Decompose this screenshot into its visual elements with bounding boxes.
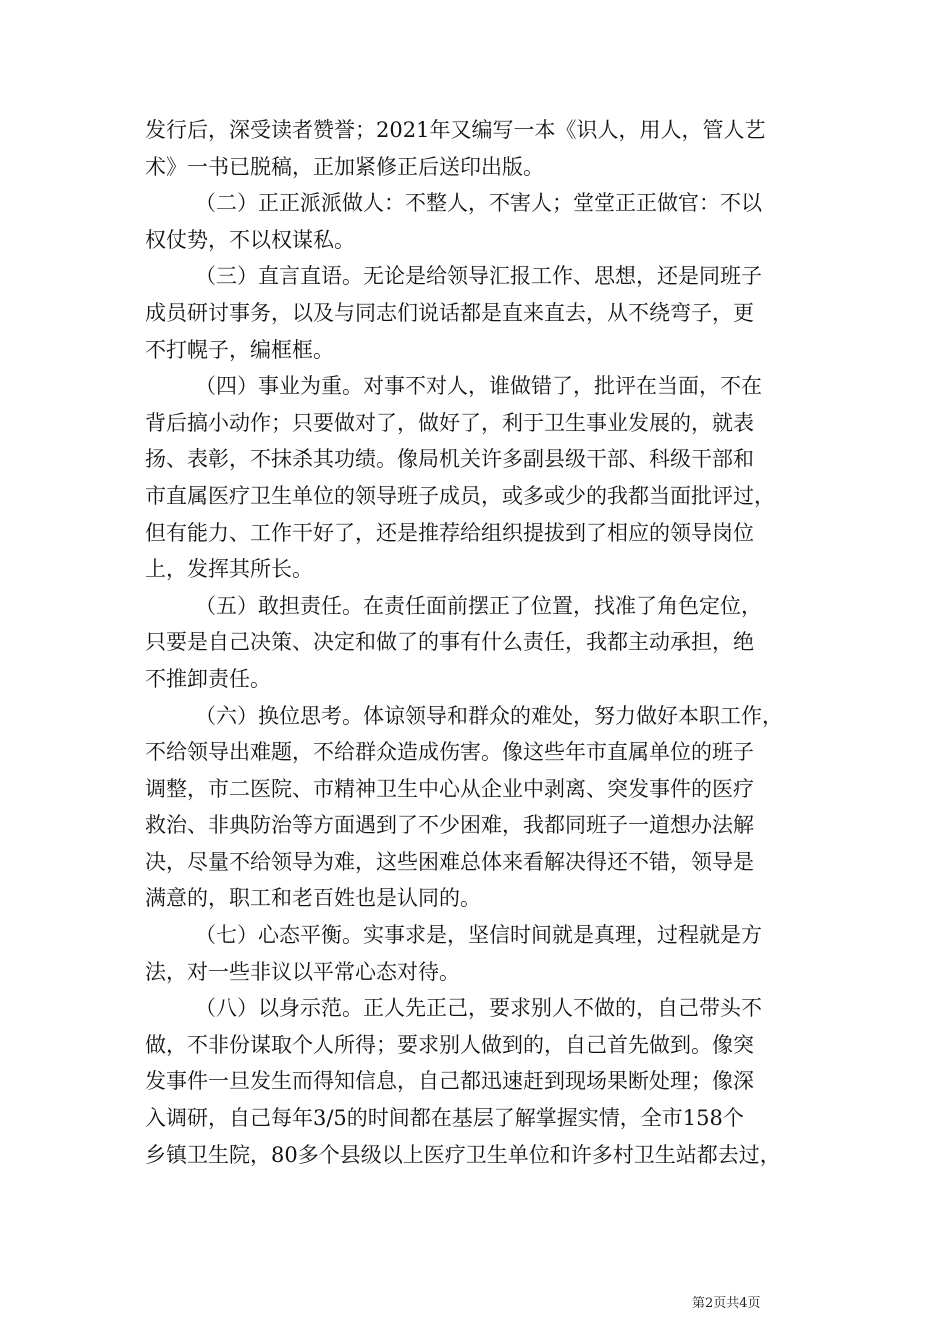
paragraph-lines <box>145 112 825 1173</box>
text-line: 做，不非份谋取个人所得；要求别人做到的，自己首先做到。像突 <box>145 1032 754 1057</box>
text-line: （七）心态平衡。实事求是，坚信时间就是真理，过程就是方 <box>195 923 762 948</box>
document-body <box>145 112 825 1173</box>
text-line: 法，对一些非议以平常心态对待。 <box>145 959 460 984</box>
text-line: 调整，市二医院、市精神卫生中心从企业中剥离、突发事件的医疗 <box>145 776 754 801</box>
text-line: 乡镇卫生院，80多个县级以上医疗卫生单位和许多村卫生站都去过， <box>145 1142 781 1167</box>
text-line: 但有能力、工作干好了，还是推荐给组织提拔到了相应的领导岗位 <box>145 520 754 545</box>
text-line: 成员研讨事务，以及与同志们说话都是直来直去，从不绕弯子，更 <box>145 300 754 325</box>
text-line: 上，发挥其所长。 <box>145 557 313 582</box>
text-line: （八）以身示范。正人先正己，要求别人不做的，自己带头不 <box>195 996 762 1021</box>
text-line: 背后搞小动作；只要做对了，做好了，利于卫生事业发展的，就表 <box>145 410 754 435</box>
page-footer: 第2页共4页 <box>692 1296 761 1311</box>
text-line: 救治、非典防治等方面遇到了不少困难，我都同班子一道想办法解 <box>145 813 754 838</box>
text-line: 不推卸责任。 <box>145 666 271 691</box>
text-line: 入调研，自己每年3/5的时间都在基层了解掌握实情，全市158个 <box>145 1106 744 1131</box>
text-line: （六）换位思考。体谅领导和群众的难处，努力做好本职工作， <box>195 703 783 728</box>
text-line: 满意的，职工和老百姓也是认同的。 <box>145 886 481 911</box>
text-line: （四）事业为重。对事不对人，谁做错了，批评在当面，不在 <box>195 374 762 399</box>
text-line: （二）正正派派做人：不整人，不害人；堂堂正正做官：不以 <box>195 191 762 216</box>
text-line: （三）直言直语。无论是给领导汇报工作、思想，还是同班子 <box>195 264 762 289</box>
text-line: 发行后，深受读者赞誉；2021年又编写一本《识人，用人，管人艺 <box>145 118 766 142</box>
text-line: 发事件一旦发生而得知信息，自己都迅速赶到现场果断处理；像深 <box>145 1069 754 1094</box>
text-line: 不打幌子，编框框。 <box>145 337 334 362</box>
text-line: 只要是自己决策、决定和做了的事有什么责任，我都主动承担，绝 <box>145 630 754 655</box>
text-line: 决，尽量不给领导为难，这些困难总体来看解决得还不错，领导是 <box>145 849 754 874</box>
text-line: 权仗势，不以权谋私。 <box>145 227 355 252</box>
text-line: 不给领导出难题，不给群众造成伤害。像这些年市直属单位的班子 <box>145 740 754 765</box>
text-line: 扬、表彰，不抹杀其功绩。像局机关许多副县级干部、科级干部和 <box>145 447 754 472</box>
text-line: 术》一书已脱稿，正加紧修正后送印出版。 <box>145 154 544 179</box>
text-line: （五）敢担责任。在责任面前摆正了位置，找准了角色定位， <box>195 593 762 618</box>
text-line: 市直属医疗卫生单位的领导班子成员，或多或少的我都当面批评过， <box>145 483 775 508</box>
